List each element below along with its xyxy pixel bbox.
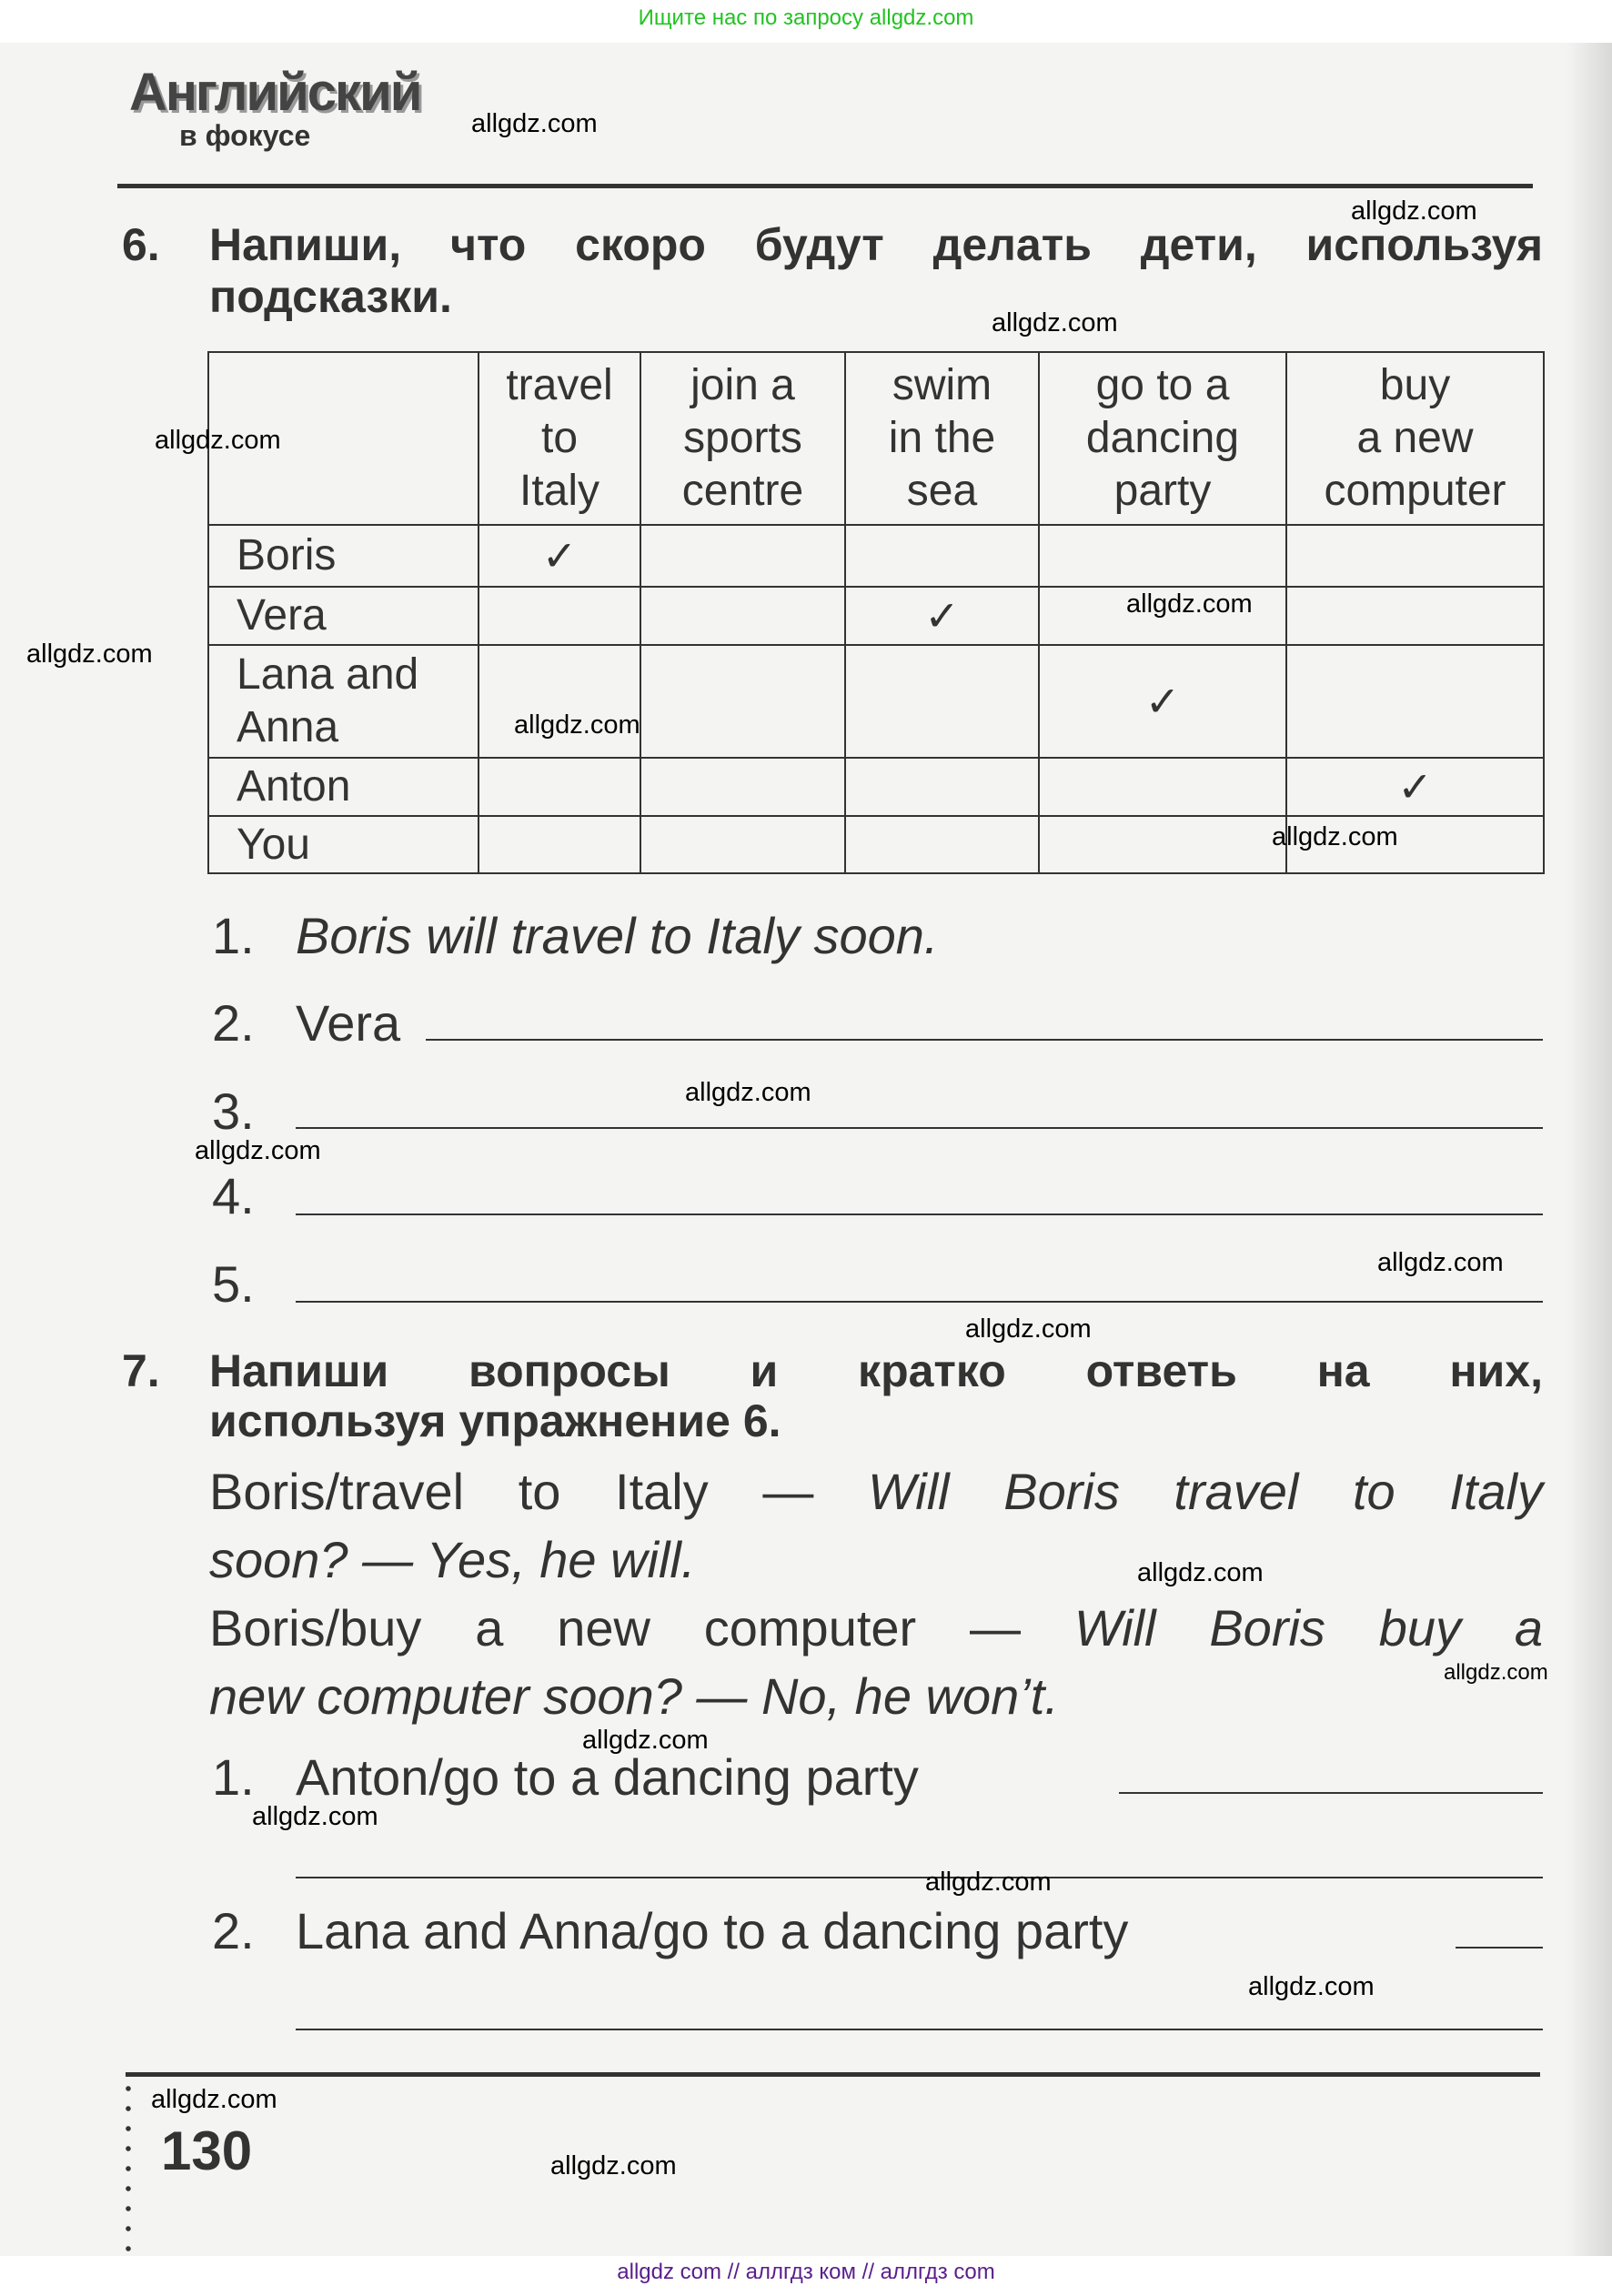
row-name-cell	[208, 645, 479, 758]
header-cell	[845, 352, 1039, 525]
check-mark-icon: ✓	[541, 531, 578, 579]
watermark: allgdz.com	[965, 1314, 1092, 1344]
watermark: allgdz.com	[1444, 1660, 1548, 1685]
header-cell	[1039, 352, 1286, 525]
watermark: allgdz.com	[685, 1078, 811, 1107]
margin-dots	[126, 2079, 131, 2261]
example-answer: new computer soon? — No, he won’t.	[209, 1667, 1059, 1725]
watermark: allgdz.com	[582, 1726, 709, 1755]
row-name: Lana and	[237, 650, 419, 699]
header-text: travel	[506, 361, 613, 409]
header-text: sea	[906, 467, 978, 515]
table-cell	[640, 645, 845, 758]
item-number: 1.	[212, 1748, 255, 1806]
row-name: You	[237, 820, 310, 869]
item-prompt: Vera	[296, 994, 401, 1052]
header-text: swim	[892, 361, 992, 409]
table-cell	[479, 816, 640, 873]
header-text: Italy	[519, 467, 600, 515]
answer-line-2[interactable]	[426, 1039, 1543, 1041]
book-logo	[129, 63, 421, 152]
header-text: go to a	[1095, 361, 1230, 409]
task7-title-line1: Напиши вопросы и кратко ответь на них,	[209, 1345, 1543, 1396]
header-cell	[640, 352, 845, 525]
table-cell	[845, 816, 1039, 873]
answer-line-7-1a[interactable]	[1119, 1792, 1543, 1794]
item-number: 4.	[212, 1167, 255, 1224]
task6-example-answer	[296, 906, 938, 965]
header-text: computer	[1324, 467, 1506, 515]
watermark: allgdz.com	[471, 109, 598, 138]
table-cell	[845, 525, 1039, 587]
bottom-banner: allgdz com // аллгдз ком // аллгдз com	[617, 2260, 995, 2284]
row-name: Anna	[237, 703, 339, 751]
task6-title-line2: подсказки.	[209, 271, 452, 322]
watermark: allgdz.com	[1377, 1248, 1504, 1277]
header-text: to	[540, 414, 579, 462]
example2-line2	[209, 1667, 1059, 1726]
watermark: allgdz.com	[252, 1802, 378, 1831]
example-text: Boris will travel to Italy soon.	[296, 907, 939, 964]
example-prompt: Boris/travel to Italy —	[209, 1463, 868, 1520]
table-cell	[845, 587, 1039, 645]
item-prompt: Anton/go to a dancing party	[296, 1748, 919, 1806]
top-banner: Ищите нас по запросу allgdz.com	[638, 5, 974, 30]
watermark: allgdz.com	[195, 1136, 321, 1165]
header-cell	[479, 352, 640, 525]
item-number: 1.	[212, 907, 255, 964]
example-prompt: Boris/buy a new computer —	[209, 1599, 1074, 1657]
table-cell	[479, 525, 640, 587]
task7-number: 7.	[122, 1345, 160, 1396]
watermark: allgdz.com	[1272, 822, 1398, 851]
watermark: allgdz.com	[1248, 1972, 1375, 2001]
header-text: centre	[681, 467, 804, 515]
watermark: allgdz.com	[1126, 589, 1253, 619]
watermark: allgdz.com	[26, 639, 153, 669]
table-cell	[1286, 587, 1544, 645]
check-mark-icon: ✓	[1397, 762, 1433, 811]
example2-line1	[209, 1598, 1543, 1657]
example-answer: soon? — Yes, he will.	[209, 1531, 696, 1588]
row-name: Vera	[237, 591, 327, 639]
table-cell	[479, 645, 640, 758]
header-cell	[1286, 352, 1544, 525]
check-mark-icon: ✓	[924, 591, 960, 639]
logo-subtitle: в фокусе	[179, 119, 311, 152]
logo-title: Английский	[129, 63, 421, 122]
header-text: in the	[888, 414, 996, 462]
answer-line-7-2b[interactable]	[296, 2029, 1543, 2030]
watermark: allgdz.com	[992, 308, 1118, 337]
watermark: allgdz.com	[925, 1868, 1052, 1897]
check-mark-icon: ✓	[1144, 677, 1181, 725]
row-name: Anton	[237, 762, 351, 811]
answer-line-7-2a[interactable]	[1456, 1947, 1543, 1949]
watermark: allgdz.com	[151, 2085, 277, 2114]
table-cell	[845, 758, 1039, 816]
table-cell	[479, 758, 640, 816]
task7-title-line2: используя упражнение 6.	[209, 1395, 781, 1446]
example-question: Will Boris buy a	[1073, 1599, 1543, 1657]
item-number: 2.	[212, 994, 255, 1052]
header-text: party	[1113, 467, 1212, 515]
header-text: a new	[1356, 414, 1474, 462]
table-cell	[1286, 525, 1544, 587]
table-cell	[1039, 758, 1286, 816]
example-question: Will Boris travel to Italy	[867, 1463, 1543, 1520]
task6-title-line1: Напиши, что скоро будут делать дети, используя	[209, 219, 1543, 270]
bottom-rule	[126, 2072, 1540, 2077]
row-name: Boris	[237, 531, 337, 579]
table-cell	[640, 587, 845, 645]
table-row	[208, 587, 1544, 645]
item-prompt: Lana and Anna/go to a dancing party	[296, 1902, 1129, 1959]
table-cell	[640, 758, 845, 816]
example1-line1	[209, 1462, 1543, 1521]
row-name-cell	[208, 758, 479, 816]
table-cell	[1039, 525, 1286, 587]
page-edge-shadow	[1567, 43, 1612, 2256]
watermark: allgdz.com	[1137, 1558, 1264, 1587]
header-text: dancing	[1085, 414, 1240, 462]
table-row	[208, 758, 1544, 816]
header-text: sports	[683, 414, 802, 462]
table-cell	[1039, 816, 1286, 873]
answer-line-4[interactable]	[296, 1213, 1543, 1215]
item-number: 2.	[212, 1902, 255, 1959]
page-number: 130	[161, 2120, 253, 2181]
header-text: buy	[1379, 361, 1451, 409]
table-cell	[640, 525, 845, 587]
item-number: 3.	[212, 1083, 255, 1140]
task6-number: 6.	[122, 219, 160, 270]
answer-line-7-1b[interactable]	[296, 1877, 1543, 1878]
table-cell	[1039, 645, 1286, 758]
table-row	[208, 645, 1544, 758]
table-cell	[1286, 645, 1544, 758]
row-name-cell	[208, 816, 479, 873]
answer-line-3[interactable]	[296, 1127, 1543, 1129]
table-cell	[845, 645, 1039, 758]
example1-line2	[209, 1530, 695, 1589]
item-number: 5.	[212, 1255, 255, 1313]
watermark: allgdz.com	[155, 426, 281, 455]
table-cell	[640, 816, 845, 873]
table-header-row	[208, 352, 1544, 525]
watermark: allgdz.com	[514, 710, 640, 740]
table-row	[208, 525, 1544, 587]
hints-table	[207, 351, 1545, 874]
header-text: join a	[690, 361, 795, 409]
top-rule	[117, 184, 1533, 188]
table-cell	[479, 587, 640, 645]
answer-line-5[interactable]	[296, 1301, 1543, 1303]
row-name-cell	[208, 587, 479, 645]
row-name-cell	[208, 525, 479, 587]
watermark: allgdz.com	[550, 2151, 677, 2180]
table-cell	[1286, 758, 1544, 816]
watermark: allgdz.com	[1351, 196, 1477, 226]
